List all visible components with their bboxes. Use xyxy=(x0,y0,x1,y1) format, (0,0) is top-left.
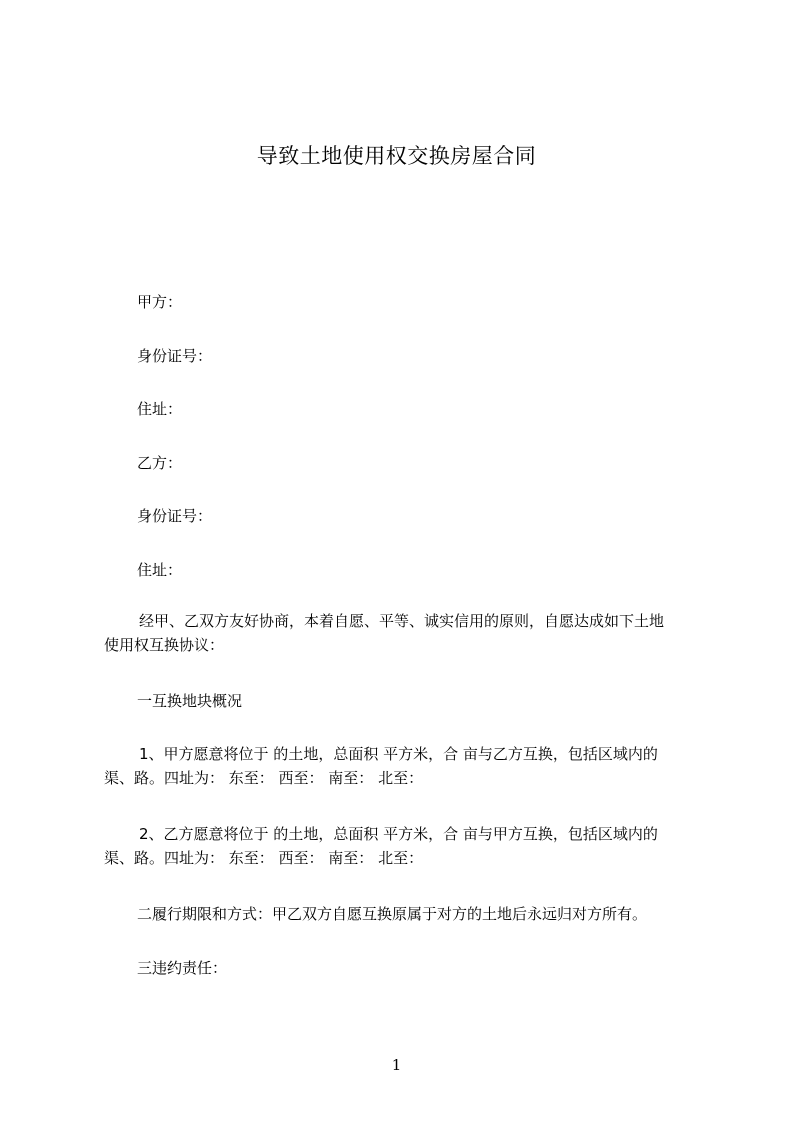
clause-2-line-1: 2、乙方愿意将位于 的土地，总面积 平方米，合 亩与甲方互换，包括区域内的 xyxy=(139,825,658,843)
party-a-label: 甲方： xyxy=(137,293,183,311)
party-b-address-label: 住址： xyxy=(137,561,183,579)
clause-1-line-1: 1、甲方愿意将位于 的土地，总面积 平方米，合 亩与乙方互换，包括区域内的 xyxy=(139,745,658,763)
clause-2-line-2: 渠、路。四址为： 东至： 西至： 南至： 北至： xyxy=(104,849,424,867)
intro-line-1: 经甲、乙双方友好协商，本着自愿、平等、诚实信用的原则，自愿达成如下土地 xyxy=(139,612,665,630)
section-1-heading: 一互换地块概况 xyxy=(137,692,243,710)
party-b-label: 乙方： xyxy=(137,454,183,472)
page-number: 1 xyxy=(391,1056,402,1074)
clause-2-paragraph xyxy=(104,822,704,870)
intro-line-2: 使用权互换协议： xyxy=(104,636,225,654)
party-a-id-label: 身份证号： xyxy=(137,347,213,365)
section-2-text: 二履行期限和方式：甲乙双方自愿互换原属于对方的土地后永远归对方所有。 xyxy=(137,905,648,923)
section-3-heading: 三违约责任： xyxy=(137,959,228,977)
intro-paragraph xyxy=(104,609,704,657)
clause-1-paragraph xyxy=(104,742,704,790)
clause-1-line-2: 渠、路。四址为： 东至： 西至： 南至： 北至： xyxy=(104,769,424,787)
document-title: 导致土地使用权交换房屋合同 xyxy=(256,144,537,168)
party-a-address-label: 住址： xyxy=(137,400,183,418)
party-b-id-label: 身份证号： xyxy=(137,507,213,525)
